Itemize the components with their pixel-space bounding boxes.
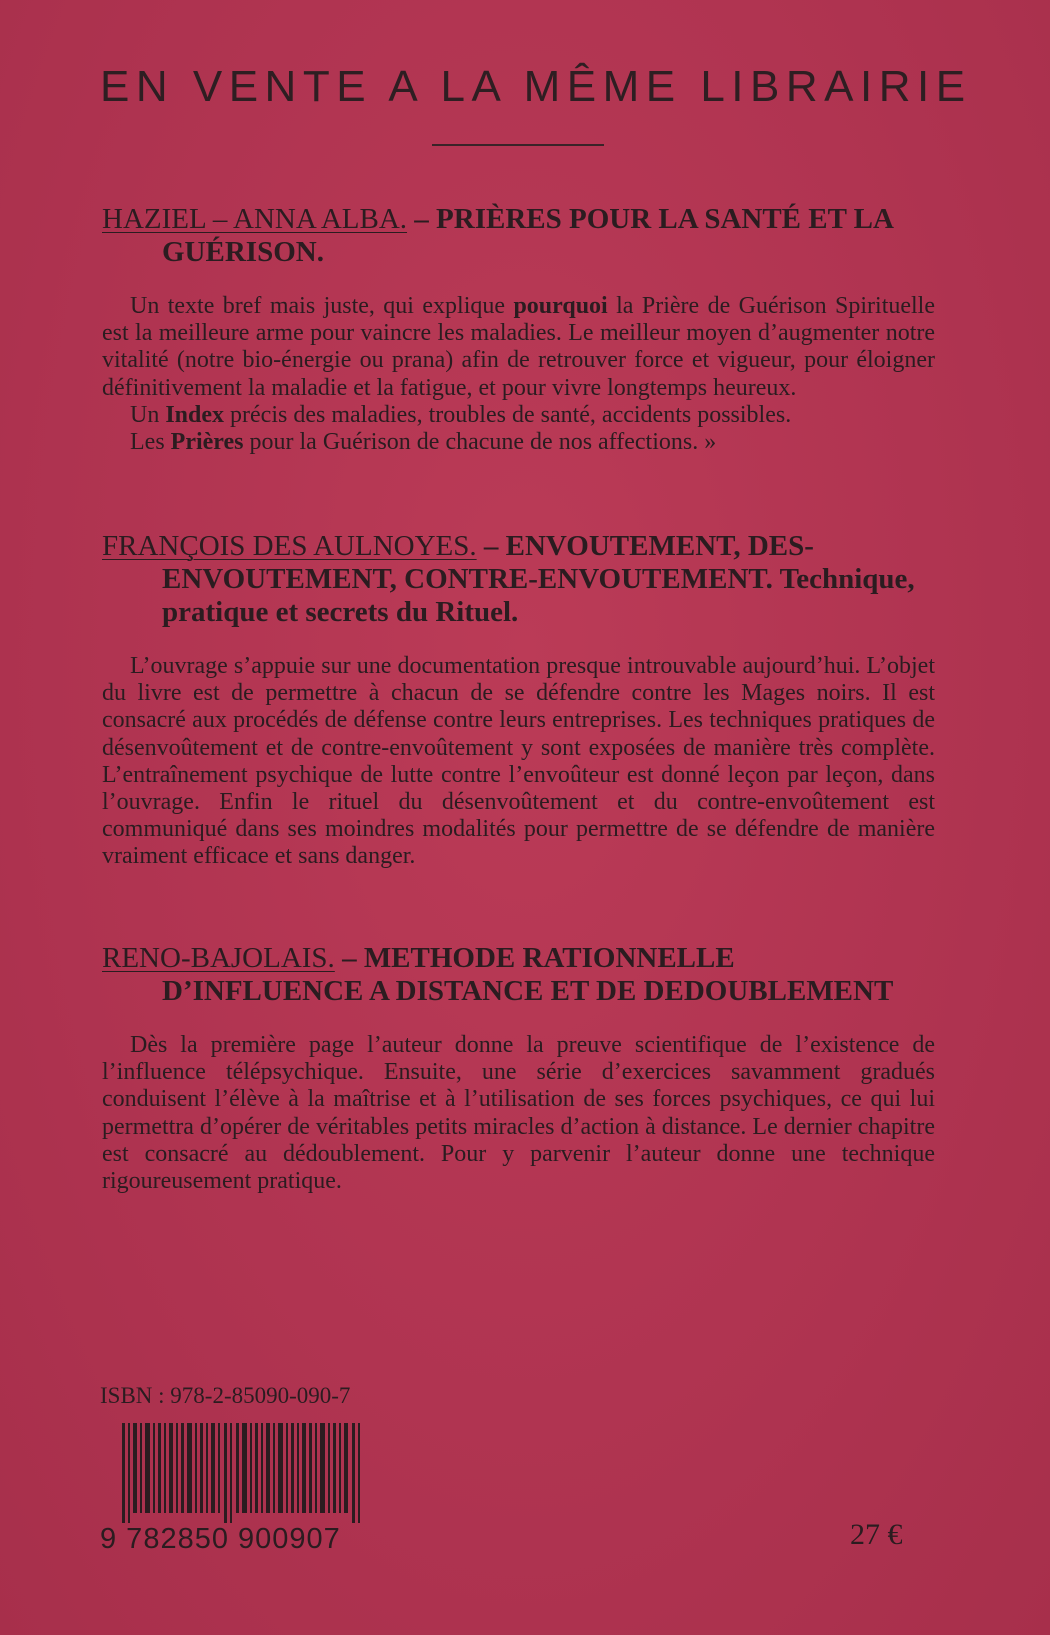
- entry-title: [102, 530, 935, 629]
- description-paragraph: Un Index précis des maladies, troubles de santé, accidents possibles.: [130, 401, 792, 428]
- entry-book-title: – PRIÈRES POUR LA SANTÉ ET LA GUÉRISON.: [162, 203, 893, 268]
- entry-author: RENO-BAJOLAIS.: [102, 942, 335, 974]
- book-entry-haziel: [102, 203, 935, 456]
- entry-book-title: – ENVOUTEMENT, DES-ENVOUTEMENT, CONTRE-ENVOUTEMENT. Technique, pratique et secrets du Rituel.: [162, 530, 915, 628]
- barcode-bars-icon: [100, 1423, 380, 1523]
- entry-description: [102, 653, 935, 871]
- page-heading: EN VENTE A LA MÊME LIBRAIRIE: [100, 62, 972, 111]
- description-paragraph: Un texte bref mais juste, qui explique pourquoi la Prière de Guérison Spirituelle est la meilleure arme pour vaincre les maladies. Le meilleur moyen d’augmenter notre vitalité (notre bio-énergie ou prana) afin de retrouver force et vigueur, pour éloigner définitivement la maladie et la fatigue, et pour vivre longtemps heureux.: [102, 293, 936, 401]
- description-paragraph: Les Prières pour la Guérison de chacune de nos affections. »: [130, 429, 717, 456]
- entry-title: [102, 942, 935, 1008]
- isbn-label: ISBN : 978-2-85090-090-7: [100, 1383, 351, 1408]
- barcode: [100, 1423, 380, 1553]
- description-paragraph: L’ouvrage s’appuie sur une documentation presque introuvable aujourd’hui. L’objet du livre est de permettre à chacun de se défendre contre les Mages noirs. Il est consacré aux procédés de défense contre leurs entreprises. Les techniques pratiques de désenvoûtement et de contre-envoûtement y sont exposées de manière très complète. L’entraînement psychique de lutte contre l’envoûteur est donné leçon par leçon, dans l’ouvrage. Enfin le rituel du désenvoûtement et du contre-envoûtement est communiqué dans ses moindres modalités pour permettre de se défendre de manière vraiment efficace et sans danger.: [102, 653, 935, 870]
- entry-author: FRANÇOIS DES AULNOYES.: [102, 530, 477, 562]
- heading-rule: [432, 144, 604, 146]
- entry-book-title: – METHODE RATIONNELLE D’INFLUENCE A DISTANCE ET DE DEDOUBLEMENT: [162, 942, 894, 1007]
- entry-description: [102, 293, 935, 456]
- entry-author: HAZIEL – ANNA ALBA.: [102, 203, 408, 235]
- description-paragraph: Dès la première page l’auteur donne la preuve scientifique de l’existence de l’influence télépsychique. Ensuite, une série d’exercices savamment gradués conduisent l’élève à la maîtrise et à l’utilisation de ses forces psychiques, ce qui lui permettra d’opérer de véritables petits miracles d’action à distance. Le dernier chapitre est consacré au dédoublement. Pour y parvenir l’auteur donne une technique rigoureusement pratique.: [102, 1032, 935, 1195]
- book-entry-reno-bajolais: [102, 942, 935, 1195]
- barcode-digits: 9 782850 900907: [100, 1523, 341, 1555]
- entry-title: [102, 203, 935, 269]
- price-label: 27 €: [850, 1518, 903, 1551]
- book-entry-aulnoyes: [102, 530, 935, 871]
- entry-description: [102, 1032, 935, 1195]
